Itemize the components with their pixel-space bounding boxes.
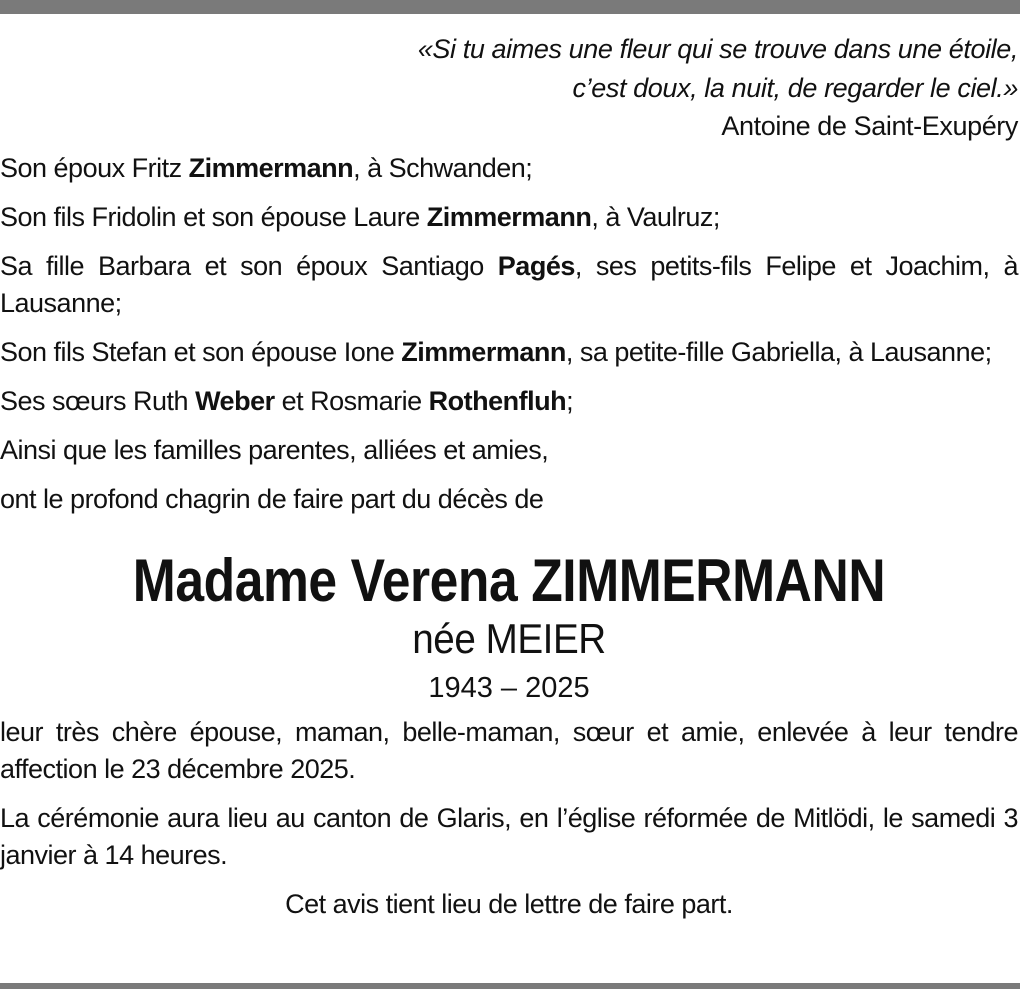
family-list <box>0 150 1018 518</box>
family-line: Son fils Stefan et son épouse Ione Zimmermann, sa petite-fille Gabriella, à Lausanne; <box>0 337 992 367</box>
ceremony-paragraph: La cérémonie aura lieu au canton de Glaris, en l’église réformée de Mitlödi, le samedi 3 janvier à 14 heures. <box>0 803 1018 870</box>
family-line-sisters: Ses sœurs Ruth Weber et Rosmarie Rothenfluh; <box>0 386 574 416</box>
quote-author: Antoine de Saint-Exupéry <box>721 111 1018 141</box>
family-line: Sa fille Barbara et son époux Santiago Pagés, ses petits-fils Felipe et Joachim, à Lausanne; <box>0 251 1018 318</box>
epigraph-quote <box>0 30 1018 108</box>
obituary-notice <box>0 30 1018 950</box>
life-years: 1943 – 2025 <box>428 672 590 704</box>
announcement-line: ont le profond chagrin de faire part du décès de <box>0 484 544 514</box>
deceased-name: Madame Verena ZIMMERMANN <box>132 547 886 614</box>
families-line: Ainsi que les familles parentes, alliées et amies, <box>0 435 549 465</box>
family-line: Son fils Fridolin et son épouse Laure Zimmermann, à Vaulruz; <box>0 202 720 232</box>
quote-line: «Si tu aimes une fleur qui se trouve dans une étoile, <box>417 34 1018 64</box>
family-line: Son époux Fritz Zimmermann, à Schwanden; <box>0 153 533 183</box>
bottom-rule <box>0 983 1020 989</box>
tribute-paragraph: leur très chère épouse, maman, belle-maman, sœur et amie, enlevée à leur tendre affection le 23 décembre 2025. <box>0 717 1018 784</box>
closing-line: Cet avis tient lieu de lettre de faire part. <box>285 889 733 919</box>
top-rule <box>0 0 1020 14</box>
maiden-name: née MEIER <box>412 615 606 662</box>
quote-line: c’est doux, la nuit, de regarder le ciel.» <box>572 73 1018 103</box>
